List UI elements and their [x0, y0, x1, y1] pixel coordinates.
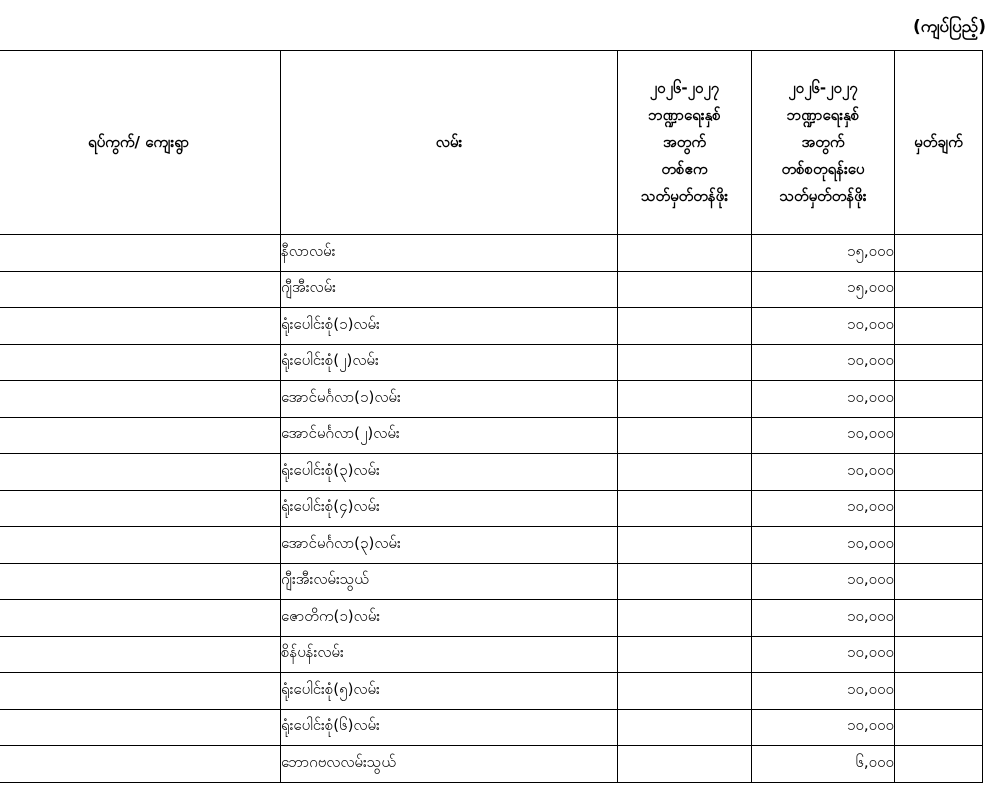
header-prev-rate-line: သတ်မှတ်တန်ဖိုး — [640, 187, 729, 205]
prev-rate-cell — [618, 746, 752, 783]
header-rate-line: သတ်မှတ်တန်ဖိုး — [779, 187, 867, 205]
prev-rate-cell — [618, 709, 752, 746]
remark-cell — [895, 381, 983, 418]
header-remark: မှတ်ချက် — [895, 51, 983, 235]
rate-cell: ၁၅,၀၀၀ — [752, 235, 895, 272]
header-prev-rate — [618, 51, 752, 235]
road-cell: အောင်မင်္ဂလာ(၂)လမ်း — [281, 417, 618, 454]
remark-cell — [895, 271, 983, 308]
rate-cell: ၁၀,၀၀၀ — [752, 490, 895, 527]
remark-cell — [895, 308, 983, 345]
prev-rate-cell — [618, 308, 752, 345]
road-cell: စိန်ပန်းလမ်း — [281, 636, 618, 673]
road-cell: ဂျီးအီးလမ်းသွယ် — [281, 563, 618, 600]
prev-rate-cell — [618, 527, 752, 564]
rate-cell: ၁၀,၀၀၀ — [752, 527, 895, 564]
header-rate-line: ၂၀၂၆-၂၀၂၇ — [788, 79, 858, 97]
remark-cell — [895, 600, 983, 637]
road-cell: ရုံးပေါင်းစုံ(၂)လမ်း — [281, 344, 618, 381]
header-rate-line: အတွက် — [801, 133, 845, 151]
village-cell — [0, 636, 281, 673]
road-cell: ဂျီအီးလမ်း — [281, 271, 618, 308]
table-row — [0, 454, 983, 491]
village-cell — [0, 600, 281, 637]
village-cell — [0, 308, 281, 345]
header-rate — [752, 51, 895, 235]
remark-cell — [895, 746, 983, 783]
road-cell: ရုံးပေါင်းစုံ(၄)လမ်း — [281, 490, 618, 527]
rate-cell: ၁၀,၀၀၀ — [752, 454, 895, 491]
prev-rate-cell — [618, 381, 752, 418]
prev-rate-cell — [618, 563, 752, 600]
rate-cell: ၁၀,၀၀၀ — [752, 308, 895, 345]
header-village: ရပ်ကွက်/ ကျေးရွာ — [0, 51, 281, 235]
village-cell — [0, 271, 281, 308]
header-rate-line: ဘဏ္ဍာရေးနှစ် — [786, 106, 860, 124]
table-row — [0, 673, 983, 710]
rate-cell: ၁၀,၀၀၀ — [752, 709, 895, 746]
prev-rate-cell — [618, 490, 752, 527]
prev-rate-cell — [618, 600, 752, 637]
village-cell — [0, 381, 281, 418]
village-cell — [0, 563, 281, 600]
header-prev-rate-line: ဘဏ္ဍာရေးနှစ် — [648, 106, 721, 124]
rate-cell: ၆,၀၀၀ — [752, 746, 895, 783]
table-row — [0, 490, 983, 527]
village-cell — [0, 235, 281, 272]
remark-cell — [895, 636, 983, 673]
table-row — [0, 417, 983, 454]
rate-cell: ၁၀,၀၀၀ — [752, 636, 895, 673]
table-row — [0, 235, 983, 272]
table-row — [0, 344, 983, 381]
table-row — [0, 271, 983, 308]
village-cell — [0, 673, 281, 710]
village-cell — [0, 344, 281, 381]
header-prev-rate-line: အတွက် — [662, 133, 707, 151]
prev-rate-cell — [618, 454, 752, 491]
header-prev-rate-line: ၂၀၂၆-၂၀၂၇ — [649, 79, 720, 97]
village-cell — [0, 527, 281, 564]
village-cell — [0, 417, 281, 454]
remark-cell — [895, 527, 983, 564]
village-cell — [0, 454, 281, 491]
unit-note: (ကျပ်ပြည့်) — [912, 17, 986, 37]
remark-cell — [895, 235, 983, 272]
rate-cell: ၁၀,၀၀၀ — [752, 673, 895, 710]
table-row — [0, 636, 983, 673]
header-prev-rate-line: တစ်ဧက — [661, 160, 708, 178]
prev-rate-cell — [618, 271, 752, 308]
road-cell: ဘောဂဗလလမ်းသွယ် — [281, 746, 618, 783]
road-cell: အောင်မင်္ဂလာ(၁)လမ်း — [281, 381, 618, 418]
road-cell: နီလာလမ်း — [281, 235, 618, 272]
land-value-table — [0, 50, 983, 783]
table-row — [0, 381, 983, 418]
rate-cell: ၁၀,၀၀၀ — [752, 563, 895, 600]
table-body — [0, 235, 983, 783]
remark-cell — [895, 417, 983, 454]
prev-rate-cell — [618, 417, 752, 454]
table-row — [0, 563, 983, 600]
rate-cell: ၁၀,၀၀၀ — [752, 344, 895, 381]
prev-rate-cell — [618, 636, 752, 673]
rate-cell: ၁၀,၀၀၀ — [752, 381, 895, 418]
prev-rate-cell — [618, 673, 752, 710]
remark-cell — [895, 490, 983, 527]
prev-rate-cell — [618, 344, 752, 381]
table-row — [0, 308, 983, 345]
remark-cell — [895, 454, 983, 491]
table-row — [0, 600, 983, 637]
header-road: လမ်း — [281, 51, 618, 235]
road-cell: ဇောတိက(၁)လမ်း — [281, 600, 618, 637]
road-cell: အောင်မင်္ဂလာ(၃)လမ်း — [281, 527, 618, 564]
remark-cell — [895, 344, 983, 381]
road-cell: ရုံးပေါင်းစုံ(၆)လမ်း — [281, 709, 618, 746]
remark-cell — [895, 673, 983, 710]
header-row — [0, 51, 983, 235]
village-cell — [0, 746, 281, 783]
rate-cell: ၁၀,၀၀၀ — [752, 600, 895, 637]
remark-cell — [895, 709, 983, 746]
road-cell: ရုံးပေါင်းစုံ(၅)လမ်း — [281, 673, 618, 710]
village-cell — [0, 709, 281, 746]
road-cell: ရုံးပေါင်းစုံ(၁)လမ်း — [281, 308, 618, 345]
remark-cell — [895, 563, 983, 600]
village-cell — [0, 490, 281, 527]
rate-cell: ၁၀,၀၀၀ — [752, 417, 895, 454]
table-row — [0, 746, 983, 783]
table-row — [0, 709, 983, 746]
road-cell: ရုံးပေါင်းစုံ(၃)လမ်း — [281, 454, 618, 491]
header-rate-line: တစ်စတုရန်းပေ — [781, 160, 865, 178]
table-row — [0, 527, 983, 564]
prev-rate-cell — [618, 235, 752, 272]
rate-cell: ၁၅,၀၀၀ — [752, 271, 895, 308]
